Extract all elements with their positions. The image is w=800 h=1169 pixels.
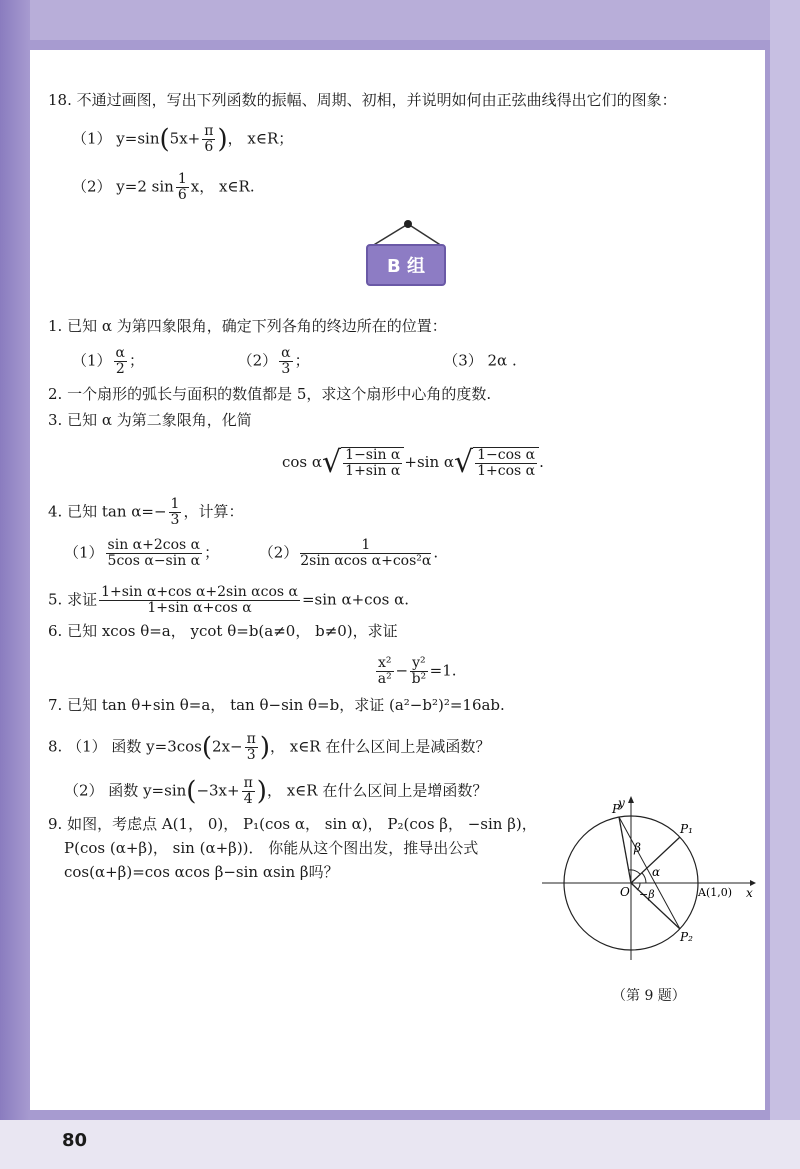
top-band: [0, 0, 800, 40]
fraction: $\frac{\alpha}{2}$: [115, 345, 126, 377]
b-problem-3: 3. 已知 α 为第二象限角，化简: [48, 411, 252, 429]
fraction: $\frac{1}{3}$: [170, 496, 180, 528]
fraction: $\frac{1}{\text{2sin αcos α+cos²α}}$: [300, 537, 432, 569]
neg-beta-label: −β: [639, 888, 655, 901]
bottom-margin: [0, 1120, 800, 1169]
book-spine-shadow: [0, 0, 30, 1169]
right-margin: [770, 0, 800, 1169]
b-problem-8-part2: （2） 函数 y=sin(−3x+ $\frac{\pi}{4}$ )， x∈R 在什么区间上是增函数？: [64, 775, 488, 807]
problem-18-part2: （2） y=2 sin $\frac{1}{6}$ x， x∈R.: [72, 171, 255, 203]
radius-op: [619, 817, 631, 883]
b-problem-4-parts: （1） $\frac{\text{sin α+2cos α}}{\text{5cos α−sin α}}$ ； （2） $\frac{1}{\text{2sin αcos α+cos²α}}$ .: [64, 537, 439, 569]
problem-18-header: 18. 不通过画图，写出下列函数的振幅、周期、初相，并说明如何由正弦曲线得出它们的图象：: [48, 91, 677, 109]
fraction: $\frac{\pi}{6}$: [204, 123, 214, 155]
fraction: $\frac{\text{1−cos α}}{\text{1+cos α}}$: [477, 447, 536, 479]
fraction: $\frac{\text{1+sin α+cos α+2sin αcos α}}{\text{1+sin α+cos α}}$: [101, 584, 298, 616]
group-b-sign: [366, 218, 448, 288]
point-p2-label: P₂: [680, 930, 693, 944]
b-problem-1-options: （1） $\frac{\alpha}{2}$ ； （2） $\frac{\alpha}{3}$ ； （3） 2α .: [72, 345, 517, 377]
page-number: 80: [62, 1130, 88, 1151]
b-problem-4: 4. 已知 tan α=− $\frac{1}{3}$ ，计算：: [48, 496, 244, 528]
fraction: $\frac{\pi}{4}$: [243, 775, 253, 807]
fraction: $\frac{\text{sin α+2cos α}}{\text{5cos α−sin α}}$: [107, 537, 201, 569]
b-problem-2: 2. 一个扇形的弧长与面积的数值都是 5，求这个扇形中心角的度数.: [48, 385, 492, 403]
unit-circle-figure: [540, 795, 760, 965]
b-problem-6: 6. 已知 xcos θ=a， ycot θ=b(a≠0， b≠0)，求证: [48, 622, 398, 640]
x-label: x: [746, 886, 753, 900]
point-p1-label: P₁: [680, 822, 693, 836]
b-problem-9-line1: 9. 如图，考虑点 A(1， 0)， P₁(cos α， sin α)， P₂(cos β， −sin β)，: [48, 815, 537, 833]
fraction: $\frac{\pi}{3}$: [246, 731, 256, 763]
y-label: y: [618, 796, 625, 810]
fraction: $\frac{\text{y²}}{\text{b²}}$: [411, 655, 427, 687]
b-problem-3-expression: cos α√ $\frac{\text{1−sin α}}{\text{1+sin α}}$ +sin α√ $\frac{\text{1−cos α}}{\text{1+cos α}}$ .: [282, 445, 544, 480]
b-problem-7: 7. 已知 tan θ+sin θ=a， tan θ−sin θ=b，求证 (a²−b²)²=16ab.: [48, 696, 505, 714]
b-problem-6-equation: $\frac{\text{x²}}{\text{a²}}$ − $\frac{\text{y²}}{\text{b²}}$ =1.: [377, 655, 457, 687]
figure-caption: （第 9 题）: [612, 988, 686, 1004]
alpha-arc: [642, 873, 646, 883]
chord-p-p2: [619, 817, 680, 929]
point-p-label: P: [612, 802, 621, 816]
point-a-label: A(1,0): [698, 886, 733, 899]
y-axis-arrow-icon: [628, 796, 634, 803]
beta-label: β: [634, 841, 641, 855]
fraction: $\frac{\text{1−sin α}}{\text{1+sin α}}$: [345, 447, 401, 479]
b-problem-9-line2: P(cos (α+β)， sin (α+β))． 你能从这个图出发，推导出公式: [64, 839, 479, 857]
origin-label: O: [620, 885, 630, 899]
b-problem-5: 5. 求证 $\frac{\text{1+sin α+cos α+2sin αcos α}}{\text{1+sin α+cos α}}$ =sin α+cos α.: [48, 584, 409, 616]
b-problem-1: 1. 已知 α 为第四象限角，确定下列各角的终边所在的位置：: [48, 317, 447, 335]
b-problem-9-line3: cos(α+β)=cos αcos β−sin αsin β吗？: [64, 863, 339, 881]
alpha-label: α: [652, 865, 661, 879]
fraction: $\frac{1}{6}$: [177, 171, 187, 203]
fraction: $\frac{\alpha}{3}$: [281, 345, 291, 377]
fraction: $\frac{\text{x²}}{\text{a²}}$: [377, 655, 392, 687]
b-problem-8-part1: 8. （1） 函数 y=3cos(2x− $\frac{\pi}{3}$ )， x∈R 在什么区间上是减函数？: [48, 731, 491, 763]
group-b-label: B 组: [366, 244, 446, 286]
problem-18-part1: （1） y=sin(5x+ $\frac{\pi}{6}$ )， x∈R；: [72, 123, 294, 155]
